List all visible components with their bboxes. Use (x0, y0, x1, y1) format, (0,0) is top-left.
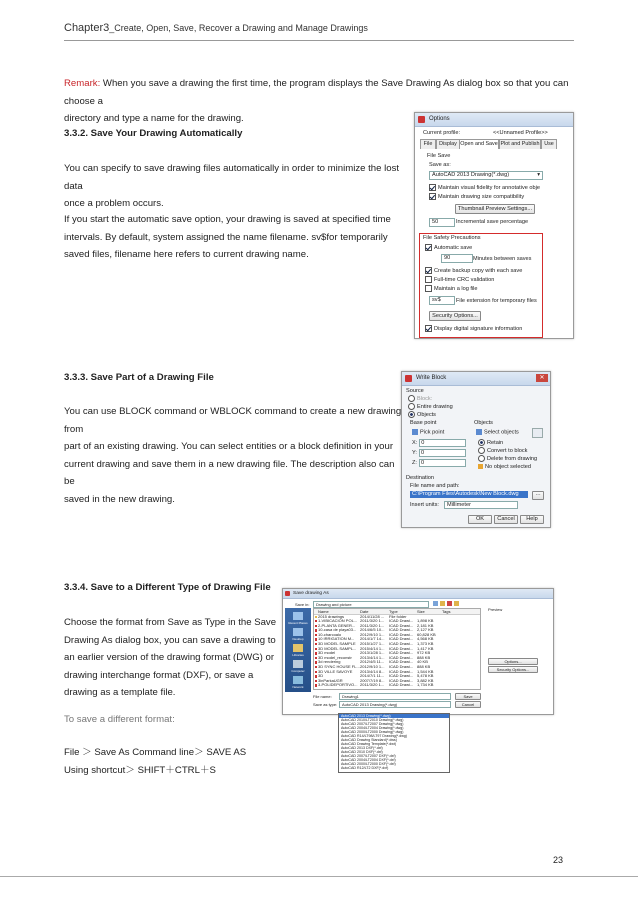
table-cell: 2015/1/27 1... (360, 641, 385, 647)
table-cell: 2007/7/19 8... (360, 677, 385, 683)
recent-places-icon[interactable] (293, 612, 303, 620)
backup-option[interactable] (425, 267, 522, 274)
chapter-header (64, 22, 368, 34)
dropdown-option[interactable]: AutoCAD 2010 DXF(*.dxf) (341, 750, 383, 754)
pick-point-button[interactable] (412, 429, 444, 435)
up-folder-icon[interactable] (440, 601, 445, 606)
table-cell: 2013/4/14 1... (360, 654, 385, 660)
table-cell: 2012/9/10 1... (360, 631, 385, 637)
ok-button[interactable]: OK (468, 515, 492, 524)
footer-divider (0, 876, 638, 877)
dropdown-option[interactable]: AutoCAD 2007/LT2007 DXF(*.dxf) (341, 754, 396, 758)
preview-label: Preview (488, 607, 503, 612)
autosave-option[interactable] (425, 244, 472, 251)
radio-icon[interactable] (408, 403, 415, 410)
save-type-dropdown-list (338, 713, 450, 773)
table-cell: 2014/1/7 14... (360, 636, 385, 642)
table-cell: 5,478 KB (417, 673, 434, 679)
cancel-button[interactable]: Cancel (455, 701, 481, 708)
table-cell: 2014/11/28 ... (360, 613, 385, 619)
y-field[interactable]: 0 (419, 449, 466, 457)
s332-line: intervals. By default, system assigned the name filename. sv$for temporarily (64, 231, 388, 243)
s332-line: once a problem occurs. (64, 198, 164, 209)
table-cell: 10-casa de playa03... (318, 627, 357, 633)
s334-steps (64, 744, 246, 779)
s334-paragraph (64, 614, 279, 702)
minutes-label: Minutes between saves (473, 256, 532, 262)
back-icon[interactable] (433, 601, 438, 606)
dropdown-option[interactable]: AutoCAD Drawing Template(*.dwt) (341, 742, 397, 746)
table-cell: 2012/4/5 11... (360, 659, 385, 665)
table-cell: ICAD Drawi... (389, 641, 414, 647)
header-divider (64, 40, 574, 41)
radio-icon[interactable] (478, 439, 485, 446)
tab-file[interactable]: File (420, 139, 436, 149)
table-cell: 2015 drawings (318, 613, 345, 619)
table-cell: 3-POLIDEPORTIVO... (318, 682, 358, 688)
fidelity-label: Maintain visual fidelity for annotative obje (438, 184, 540, 191)
table-cell: 2-PLANTA GENER... (318, 622, 356, 628)
table-cell: 2011/3/20 1... (360, 618, 385, 624)
table-cell: ICAD Drawi... (389, 645, 414, 651)
options-title: Options (429, 116, 450, 122)
thumbnail-settings-button[interactable]: Thumbnail Preview Settings... (455, 204, 535, 214)
table-cell: 888 KB (417, 654, 431, 660)
objects-radio[interactable] (408, 411, 436, 418)
autosave-label: Automatic save (434, 244, 473, 251)
file-name-path-label: File name and path: (410, 483, 460, 489)
retain-label: Retain (487, 439, 504, 446)
convert-label: Convert to block (487, 447, 528, 454)
table-cell: ICAD Drawi... (389, 618, 414, 624)
checkbox-icon[interactable] (425, 285, 432, 292)
libraries-icon[interactable] (293, 644, 303, 652)
s333-paragraph (64, 403, 404, 508)
current-profile-label: Current profile: (423, 130, 460, 136)
table-cell: 1,544 KB (417, 668, 434, 674)
table-cell: 1,373 KB (417, 641, 434, 647)
pick-point-icon (412, 429, 418, 435)
block-radio[interactable] (408, 395, 432, 402)
checkbox-icon[interactable] (425, 276, 432, 283)
chapter-subtitle: _Create, Open, Save, Recover a Drawing and Manage Drawings (109, 23, 368, 33)
digital-signature-label: Display digital signature information (434, 325, 523, 332)
dropdown-option[interactable]: AutoCAD 2013 Drawing(*.dwg) (339, 714, 449, 718)
dropdown-option[interactable]: AutoCAD R14/LT98/LT97 Drawing(*.dwg) (341, 734, 407, 738)
table-cell: 2014/6/5 10... (360, 627, 385, 633)
table-cell: ICAD Drawi... (389, 673, 414, 679)
column-header[interactable]: Name (318, 609, 329, 614)
shortcut: Using shortcut＞ SHIFT＋CTRL＋S (64, 764, 216, 776)
save-button[interactable]: Save (455, 693, 481, 700)
table-cell: 2014/7/1 11... (360, 673, 385, 679)
place-label: Network (292, 685, 304, 689)
s333-line: You can use BLOCK command or WBLOCK command to create a new drawing from (64, 406, 402, 435)
table-cell: ICAD Drawi... (389, 682, 414, 688)
autocad-app-icon (405, 375, 412, 382)
warning-icon (478, 464, 483, 469)
y-coord (412, 449, 466, 457)
write-block-dialog (401, 371, 551, 528)
incremental-save-field[interactable]: 50 (429, 218, 455, 227)
backup-label: Create backup copy with each save (434, 267, 523, 274)
minutes-field[interactable]: 90 (441, 254, 473, 263)
log-option[interactable] (425, 285, 478, 292)
table-cell: 10-charcoalo (318, 631, 342, 637)
select-objects-button[interactable] (476, 429, 519, 435)
section-heading-3-3-3: 3.3.3. Save Part of a Drawing File (64, 372, 214, 383)
table-cell: 888 KB (417, 664, 431, 670)
security-options-button[interactable]: Security Options... (488, 666, 538, 673)
s334-line: drawing interchange format (DXF), or save a (64, 669, 254, 681)
table-cell: 2,127 KB (417, 627, 434, 633)
radio-icon[interactable] (478, 447, 485, 454)
page-number: 23 (553, 855, 564, 865)
tab-open-and-save[interactable]: Open and Save (460, 141, 498, 147)
table-cell: ICAD Drawi... (389, 664, 414, 670)
s334-line: an earlier version of the drawing format (DWG) or (64, 652, 275, 663)
s334-line: Choose the format from Save as Type in the Save (64, 617, 277, 628)
radio-icon[interactable] (478, 455, 485, 462)
section-heading-3-3-2: 3.3.2. Save Your Drawing Automatically (64, 128, 243, 139)
insert-units-label: Insert units: (410, 502, 439, 508)
table-cell: File folder (389, 613, 407, 619)
table-cell: 3D (318, 673, 324, 679)
objects-group-label: Objects (474, 420, 493, 426)
s333-line: saved in the new drawing. (64, 493, 175, 505)
table-cell: 40 KB (417, 659, 428, 665)
base-point-label: Base point (410, 420, 437, 426)
x-label: X: (412, 440, 418, 446)
select-objects-icon (476, 429, 482, 435)
table-cell: 10 IRRIGATION M... (318, 636, 355, 642)
security-options-button[interactable]: Security Options... (429, 311, 481, 321)
incremental-save-label: Incremental save percentage (456, 219, 529, 225)
table-cell: ICAD Drawi... (389, 650, 414, 656)
dropdown-option[interactable]: AutoCAD 2007/LT2007 Drawing(*.dwg) (341, 722, 404, 726)
table-cell: 2012/9/10 1... (360, 664, 385, 670)
table-cell: ICAD Drawi... (389, 636, 414, 642)
checkbox-icon[interactable] (429, 193, 436, 200)
size-compat-label: Maintain drawing size compatibility (438, 193, 525, 200)
table-cell: ICAD Drawi... (389, 631, 414, 637)
tab-display[interactable]: Display (436, 139, 460, 149)
table-cell: 3D SYNC HOUSE FL... (318, 664, 360, 670)
table-cell: 2011/3/20 1... (360, 682, 385, 688)
s334-line: drawing as a template file. (64, 687, 176, 698)
options-titlebar (415, 113, 573, 127)
table-cell: ICAD Drawi... (389, 654, 414, 660)
table-cell: 3D MODEL SAMPL... (318, 645, 357, 651)
new-folder-icon[interactable] (454, 601, 459, 606)
radio-icon[interactable] (408, 395, 415, 402)
network-icon[interactable] (293, 676, 303, 684)
z-label: Z: (412, 460, 417, 466)
file-rows (314, 615, 480, 689)
current-profile-value: <<Unnamed Profile>> (493, 130, 548, 136)
checkbox-icon[interactable] (429, 184, 436, 191)
s333-line: part of an existing drawing. You can select entities or a block definition in your (64, 441, 394, 452)
s332-line: saved files, filename here refers to current drawing name. (64, 249, 309, 260)
log-label: Maintain a log file (434, 285, 478, 292)
table-cell: 3D model (318, 650, 336, 656)
retain-radio[interactable] (478, 439, 503, 446)
dropdown-option[interactable]: AutoCAD 2013 DXF(*.dxf) (341, 746, 383, 750)
save-as-title: Save drawing As (293, 591, 329, 596)
table-cell: 3d rendering (318, 659, 341, 665)
remark-label: Remark: (64, 78, 101, 89)
file-name-label: File name: (313, 694, 332, 699)
write-block-titlebar (402, 372, 550, 386)
table-cell: 3D MODEL SAMPLE (318, 641, 356, 647)
temp-extension-field[interactable]: sv$ (429, 296, 455, 305)
s332-paragraph-1 (64, 160, 414, 213)
toolbar-icons (433, 601, 459, 606)
table-cell: 2011/3/20 1... (360, 622, 385, 628)
s334-instruction: To save a different format: (64, 714, 175, 725)
section-heading-3-3-4: 3.3.4. Save to a Different Type of Drawing File (64, 582, 271, 593)
file-safety-label: File Safety Precautions (423, 235, 481, 241)
options-dialog (414, 112, 574, 339)
remark-text-2: directory and type a name for the drawing. (64, 113, 244, 124)
delete-icon[interactable] (447, 601, 452, 606)
table-cell: ICAD Drawi... (389, 659, 414, 665)
dropdown-option[interactable]: AutoCAD 2000/LT2000 DXF(*.dxf) (341, 762, 396, 766)
y-label: Y: (412, 450, 417, 456)
dropdown-option[interactable]: AutoCAD 2004/LT2004 Drawing(*.dwg) (341, 726, 404, 730)
table-cell: 972 KB (417, 650, 431, 656)
table-cell: 1,898 KB (417, 618, 434, 624)
entire-drawing-label: Entire drawing (417, 403, 453, 410)
table-cell: 1,734 KB (417, 682, 434, 688)
s332-line: If you start the automatic save option, your drawing is saved at specified time (64, 214, 391, 225)
delete-radio[interactable] (478, 455, 537, 462)
dropdown-option[interactable]: AutoCAD 2000/LT2000 Drawing(*.dwg) (341, 730, 404, 734)
tab-plot-and-publish[interactable]: Plot and Publish (500, 141, 540, 147)
tab-use[interactable]: Use (541, 139, 557, 149)
z-field[interactable]: 0 (419, 459, 466, 467)
save-as-label: Save as: (429, 162, 451, 168)
entire-drawing-radio[interactable] (408, 403, 453, 410)
fidelity-option[interactable] (429, 184, 540, 191)
dropdown-option[interactable]: AutoCAD Drawing Standard(*.dws) (341, 738, 397, 742)
place-label: Desktop (292, 637, 304, 641)
table-cell: 1-VIBICACION POL... (318, 618, 358, 624)
save-in-select[interactable]: Drawing and picture (313, 601, 429, 608)
checkbox-icon[interactable] (425, 244, 432, 251)
checkbox-icon[interactable] (425, 267, 432, 274)
file-name-field[interactable]: Drawing1 (339, 693, 451, 700)
table-cell: 3inParkaUGR (318, 677, 343, 683)
cancel-button[interactable]: Cancel (494, 515, 518, 524)
write-block-title: Write Block (416, 375, 447, 381)
s332-paragraph-2 (64, 211, 414, 264)
file-save-group-label: File Save (427, 153, 451, 159)
save-type-label: Save as type: (313, 702, 338, 707)
column-header[interactable]: Type (389, 609, 398, 614)
table-cell: 2013/1/28 1... (360, 650, 385, 656)
objects-radio-label: Objects (417, 411, 436, 418)
place-label: Recent Places (288, 621, 308, 625)
dropdown-option[interactable]: AutoCAD 2004/LT2004 DXF(*.dxf) (341, 758, 396, 762)
menu-path: File ＞ Save As Command line＞ SAVE AS (64, 747, 247, 758)
s334-line: Drawing As dialog box, you can save a drawing to (64, 634, 276, 646)
place-label: Libraries (292, 653, 304, 657)
table-cell: 2015/4/14 1... (360, 645, 385, 651)
table-cell: 3,882 KB (417, 677, 434, 683)
chapter-title: Chapter3 (64, 22, 110, 34)
table-cell: 3D model_reconstr (318, 654, 352, 660)
help-button[interactable]: Help (520, 515, 544, 524)
z-coord (412, 459, 466, 467)
table-cell: 60,828 KB (417, 631, 436, 637)
save-in-label: Save in: (295, 602, 310, 607)
path-field[interactable]: C:\Program Files\Autodesk\New Block.dwg (410, 491, 528, 498)
save-as-select[interactable] (429, 171, 543, 180)
table-cell: 2,181 KB (417, 622, 434, 628)
close-icon[interactable]: ✕ (536, 374, 548, 382)
s333-line: current drawing and save them in a new drawing file. The description also can be (64, 458, 395, 487)
s332-line: You can specify to save drawing files automatically in order to minimize the lost data (64, 163, 400, 192)
table-cell: ICAD Drawi... (389, 627, 414, 633)
digital-signature-option[interactable] (425, 325, 522, 332)
table-cell: 3D VILLE SAVOYE (318, 668, 353, 674)
convert-radio[interactable] (478, 447, 527, 454)
block-radio-label: Block: (417, 395, 433, 402)
destination-label: Destination (406, 475, 434, 481)
table-cell: ICAD Drawi... (389, 677, 414, 683)
save-as-dialog (282, 588, 554, 715)
size-compat-option[interactable] (429, 193, 524, 200)
no-selection-status (478, 464, 531, 470)
dropdown-option[interactable]: AutoCAD 2010/LT2010 Drawing(*.dwg) (341, 718, 404, 722)
options-button[interactable]: Options... (488, 658, 538, 665)
remark-text-1: When you save a drawing the first time, the program displays the Save Drawing As dialog box so that you can choose a (64, 78, 569, 107)
source-group-label: Source (406, 388, 424, 394)
delete-label: Delete from drawing (487, 455, 538, 462)
column-header[interactable]: Size (417, 609, 425, 614)
place-label: Computer (291, 669, 305, 673)
crc-option[interactable] (425, 276, 494, 283)
browse-button[interactable]: … (532, 491, 544, 500)
computer-icon[interactable] (293, 660, 303, 668)
no-selection-label: No object selected (485, 464, 532, 470)
table-cell: 2013/4/14 8... (360, 668, 385, 674)
table-cell: ICAD Drawi... (389, 668, 414, 674)
chevron-down-icon: ▾ (537, 172, 540, 178)
temp-extension-label: File extension for temporary files (456, 298, 537, 304)
autocad-app-icon (285, 591, 290, 596)
table-cell: 4,568 KB (417, 636, 434, 642)
autocad-app-icon (418, 116, 425, 123)
radio-icon[interactable] (408, 411, 415, 418)
save-as-titlebar (283, 589, 553, 599)
checkbox-icon[interactable] (425, 325, 432, 332)
table-cell: ICAD Drawi... (389, 622, 414, 628)
column-header[interactable]: Tags (442, 609, 451, 614)
table-row[interactable] (314, 683, 480, 688)
column-header[interactable]: Date (360, 609, 369, 614)
x-coord (412, 439, 466, 447)
options-tabs (420, 139, 574, 149)
pick-point-label: Pick point (420, 429, 445, 436)
insert-units-select[interactable]: Millimeter (444, 501, 518, 509)
desktop-icon[interactable] (293, 628, 303, 636)
crc-label: Full-time CRC validation (434, 276, 495, 283)
save-as-select-value: AutoCAD 2013 Drawing(*.dwg) (432, 172, 510, 178)
file-list (313, 608, 481, 690)
table-cell: 1,417 KB (417, 645, 434, 651)
x-field[interactable]: 0 (419, 439, 466, 447)
quick-select-icon[interactable] (532, 428, 543, 438)
save-type-select[interactable]: AutoCAD 2013 Drawing(*.dwg) (339, 701, 451, 708)
dropdown-option[interactable]: AutoCAD R12/LT2 DXF(*.dxf) (341, 766, 389, 770)
places-bar (285, 608, 311, 692)
select-objects-label: Select objects (484, 429, 519, 436)
